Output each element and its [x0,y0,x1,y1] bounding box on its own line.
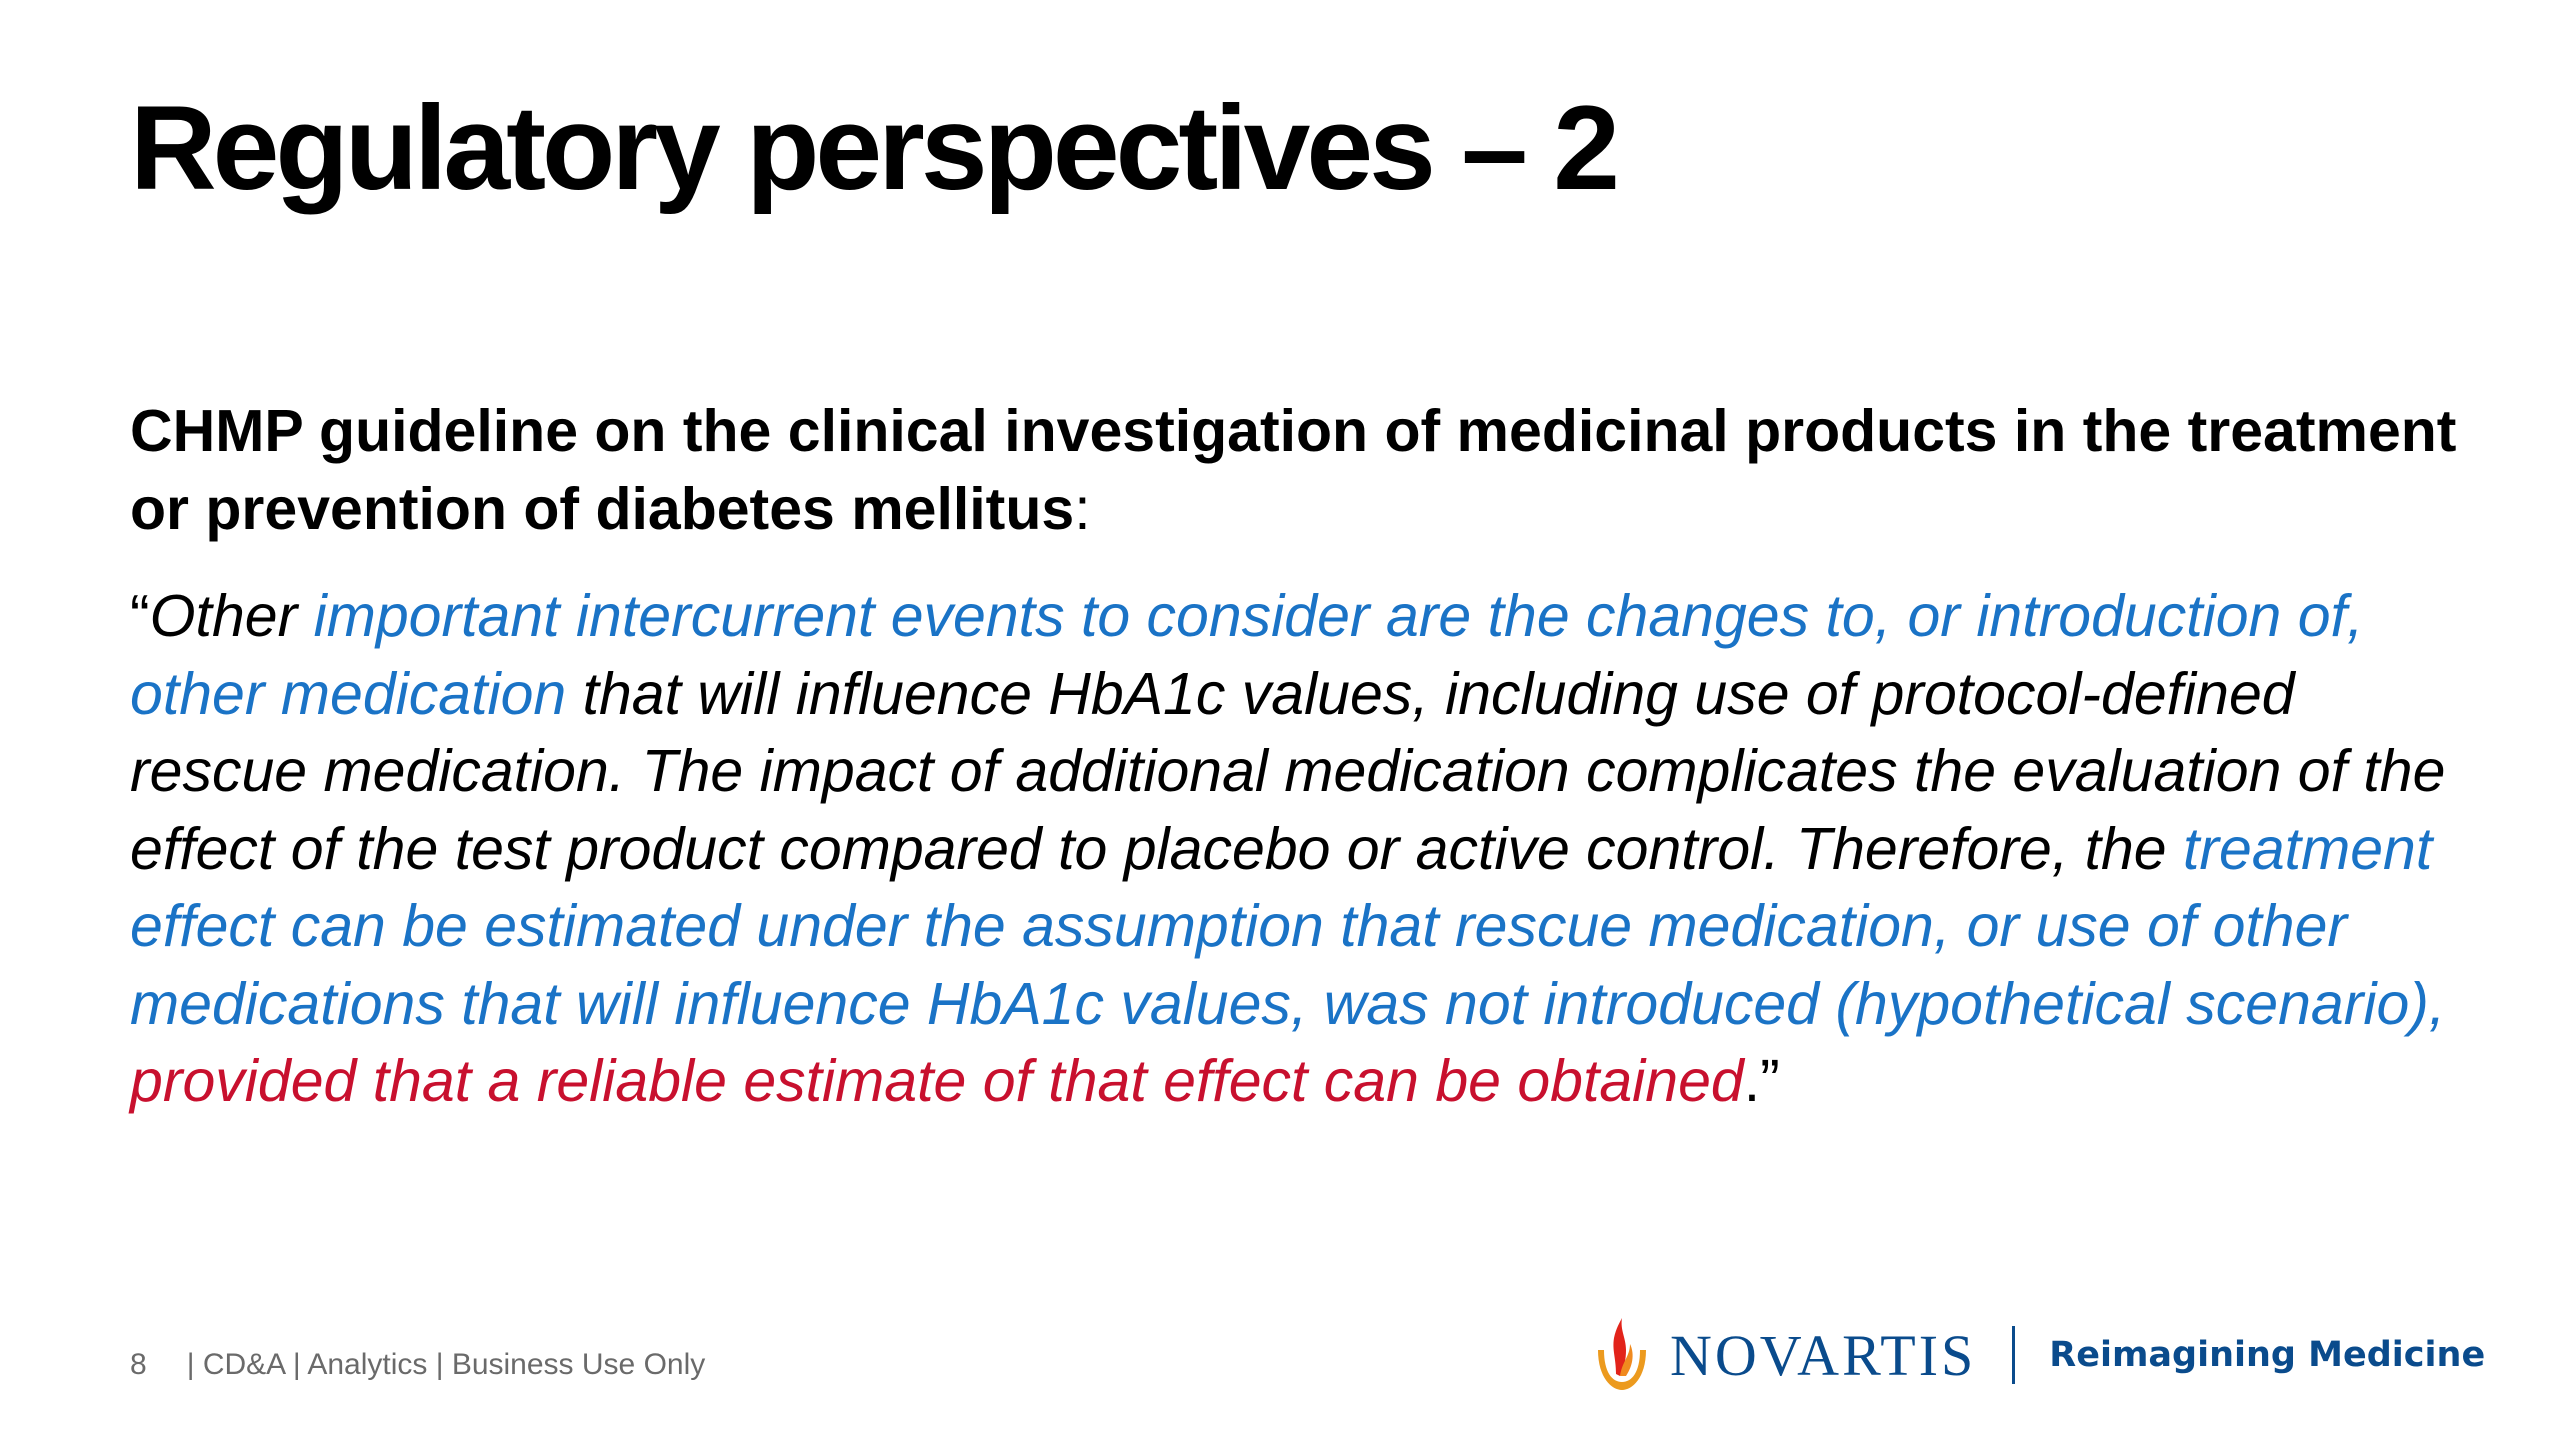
quote-open-mark: “ [130,583,150,649]
quote-text-highlight-red: provided that a reliable estimate of that effect can be obtained [130,1048,1744,1114]
footer-classification: | CD&A | Analytics | Business Use Only [186,1348,706,1381]
guideline-heading-text: CHMP guideline on the clinical investigation of medicinal products in the treatment or prevention of diabetes mellitus [130,398,2457,542]
brand-divider [2012,1326,2015,1384]
novartis-logo [1590,1310,2485,1400]
guideline-quote [130,578,2460,1121]
brand-tagline: Reimagining Medicine [2049,1335,2486,1375]
quote-text-highlight-blue: treatment effect can be estimated under the assumption that rescue medication, or use of other medications that will influence HbA1c values, was not introduced (hypothetical scenario), [130,815,2446,1037]
quote-text-highlight-blue: important intercurrent events to consider are the changes to, or introduction of, other medication [130,583,2364,727]
brand-name: NOVARTIS [1670,1322,1977,1388]
quote-period: . [1743,1048,1761,1114]
slide-footer [130,1348,705,1382]
guideline-heading [130,392,2460,548]
guideline-heading-colon: : [1074,476,1091,542]
quote-close-mark: ” [1760,1048,1780,1114]
quote-text-plain: Other [149,583,314,649]
page-number: 8 [130,1348,147,1381]
quote-text-plain: that will influence HbA1c values, including use of protocol-defined rescue medication. The impact of additional medication complicates the evaluation of the effect of the test product compared to placebo or active control. Therefore, the [130,660,2446,882]
novartis-flame-icon [1590,1316,1654,1394]
slide-title: Regulatory perspectives – 2 [130,81,1617,215]
